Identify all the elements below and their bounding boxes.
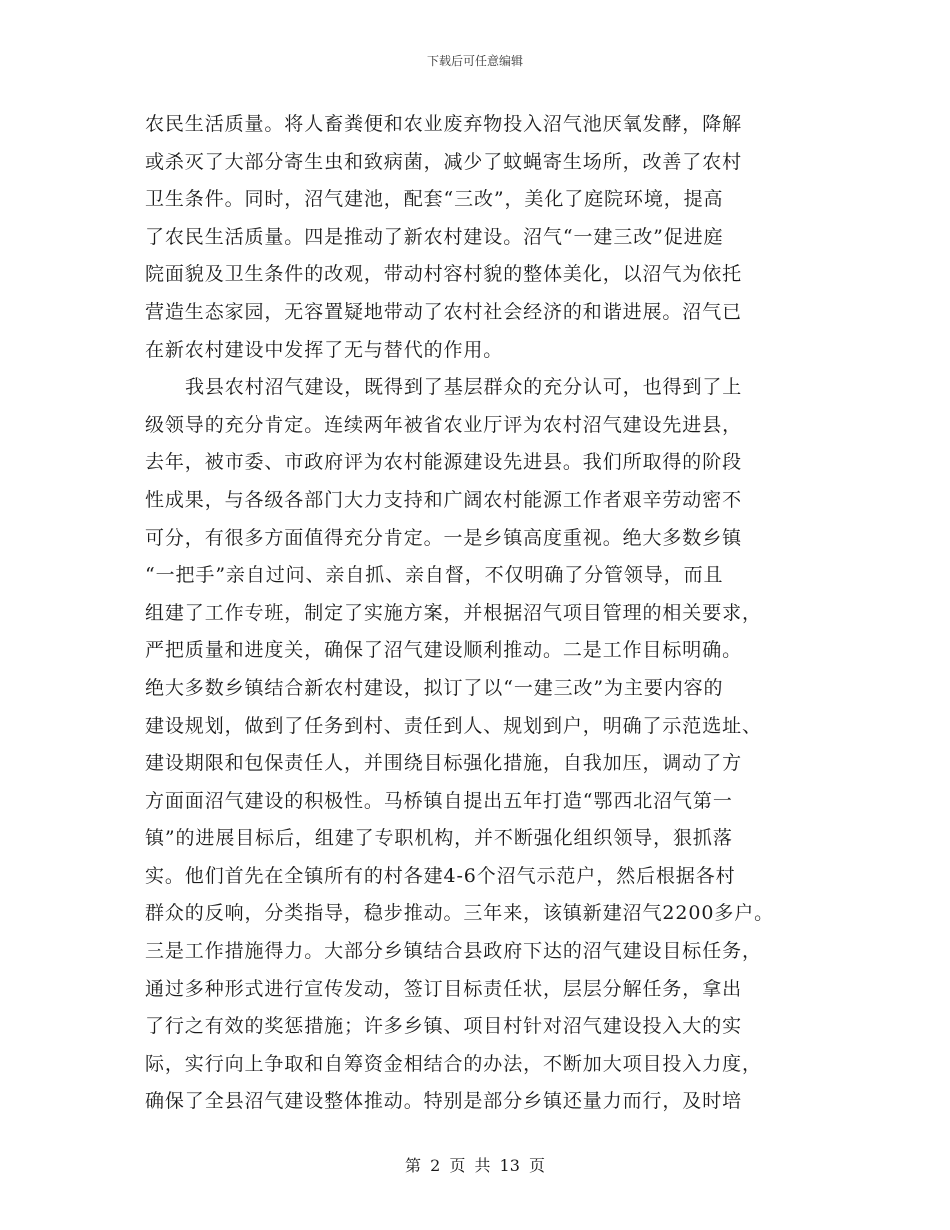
text-line: 通过多种形式进行宣传发动，签订目标责任状，层层分解任务，拿出 <box>145 977 743 1000</box>
text-line: 群众的反响，分类指导，稳步推动。三年来，该镇新建沼气2200多户。 <box>145 902 775 925</box>
text-line: 农民生活质量。将人畜粪便和农业废弃物投入沼气池厌氧发酵，降解 <box>145 113 743 135</box>
text-line: 建设期限和包保责任人，并围绕目标强化措施，自我加压，调动了方 <box>145 752 743 775</box>
text-line: 严把质量和进度关，确保了沼气建设顺利推动。二是工作目标明确。 <box>145 639 743 662</box>
text-line: 实。他们首先在全镇所有的村各建4-6个沼气示范户，然后根据各村 <box>145 864 736 887</box>
text-line: 我县农村沼气建设，既得到了基层群众的充分认可，也得到了上 <box>185 376 743 399</box>
text-line: 方面面沼气建设的积极性。马桥镇自提出五年打造“鄂西北沼气第一 <box>145 789 733 812</box>
text-line: 了行之有效的奖惩措施；许多乡镇、项目村针对沼气建设投入大的实 <box>145 1015 743 1038</box>
text-line: 三是工作措施得力。大部分乡镇结合县政府下达的沼气建设目标任务， <box>145 940 762 963</box>
text-line: 确保了全县沼气建设整体推动。特别是部分乡镇还量力而行，及时培 <box>145 1090 743 1113</box>
text-line: 了农民生活质量。四是推动了新农村建设。沼气“一建三改”促进庭 <box>145 225 724 248</box>
text-line: 镇”的进展目标后，组建了专职机构，并不断强化组织领导，狠抓落 <box>145 827 733 850</box>
text-line: 可分，有很多方面值得充分肯定。一是乡镇高度重视。绝大多数乡镇 <box>145 526 743 549</box>
page-footer: 第 2 页 共 13 页 <box>405 1156 545 1175</box>
page-header: 下载后可任意编辑 <box>426 54 523 68</box>
text-line: 绝大多数乡镇结合新农村建设，拟订了以“一建三改”为主要内容的 <box>145 676 724 699</box>
text-line: 或杀灭了大部分寄生虫和致病菌，减少了蚊蝇寄生场所，改善了农村 <box>145 150 743 173</box>
text-line: “一把手”亲自过问、亲自抓、亲自督，不仅明确了分管领导，而且 <box>145 564 724 587</box>
text-line: 在新农村建设中发挥了无与替代的作用。 <box>145 338 504 361</box>
text-line: 去年，被市委、市政府评为农村能源建设先进县。我们所取得的阶段 <box>145 451 743 474</box>
document-body <box>145 106 805 1121</box>
text-line: 建设规划，做到了任务到村、责任到人、规划到户，明确了示范选址、 <box>145 714 762 737</box>
text-line: 组建了工作专班，制定了实施方案，并根据沼气项目管理的相关要求， <box>145 601 762 624</box>
text-line: 际，实行向上争取和自筹资金相结合的办法，不断加大项目投入力度， <box>145 1052 762 1075</box>
text-line: 性成果，与各级各部门大力支持和广阔农村能源工作者艰辛劳动密不 <box>145 488 743 511</box>
text-line: 院面貌及卫生条件的改观，带动村容村貌的整体美化，以沼气为依托 <box>145 263 743 286</box>
text-line: 卫生条件。同时，沼气建池，配套“三改”，美化了庭院环境，提高 <box>145 188 724 211</box>
text-line: 级领导的充分肯定。连续两年被省农业厅评为农村沼气建设先进县， <box>145 413 743 436</box>
text-line: 营造生态家园，无容置疑地带动了农村社会经济的和谐进展。沼气已 <box>145 300 743 323</box>
